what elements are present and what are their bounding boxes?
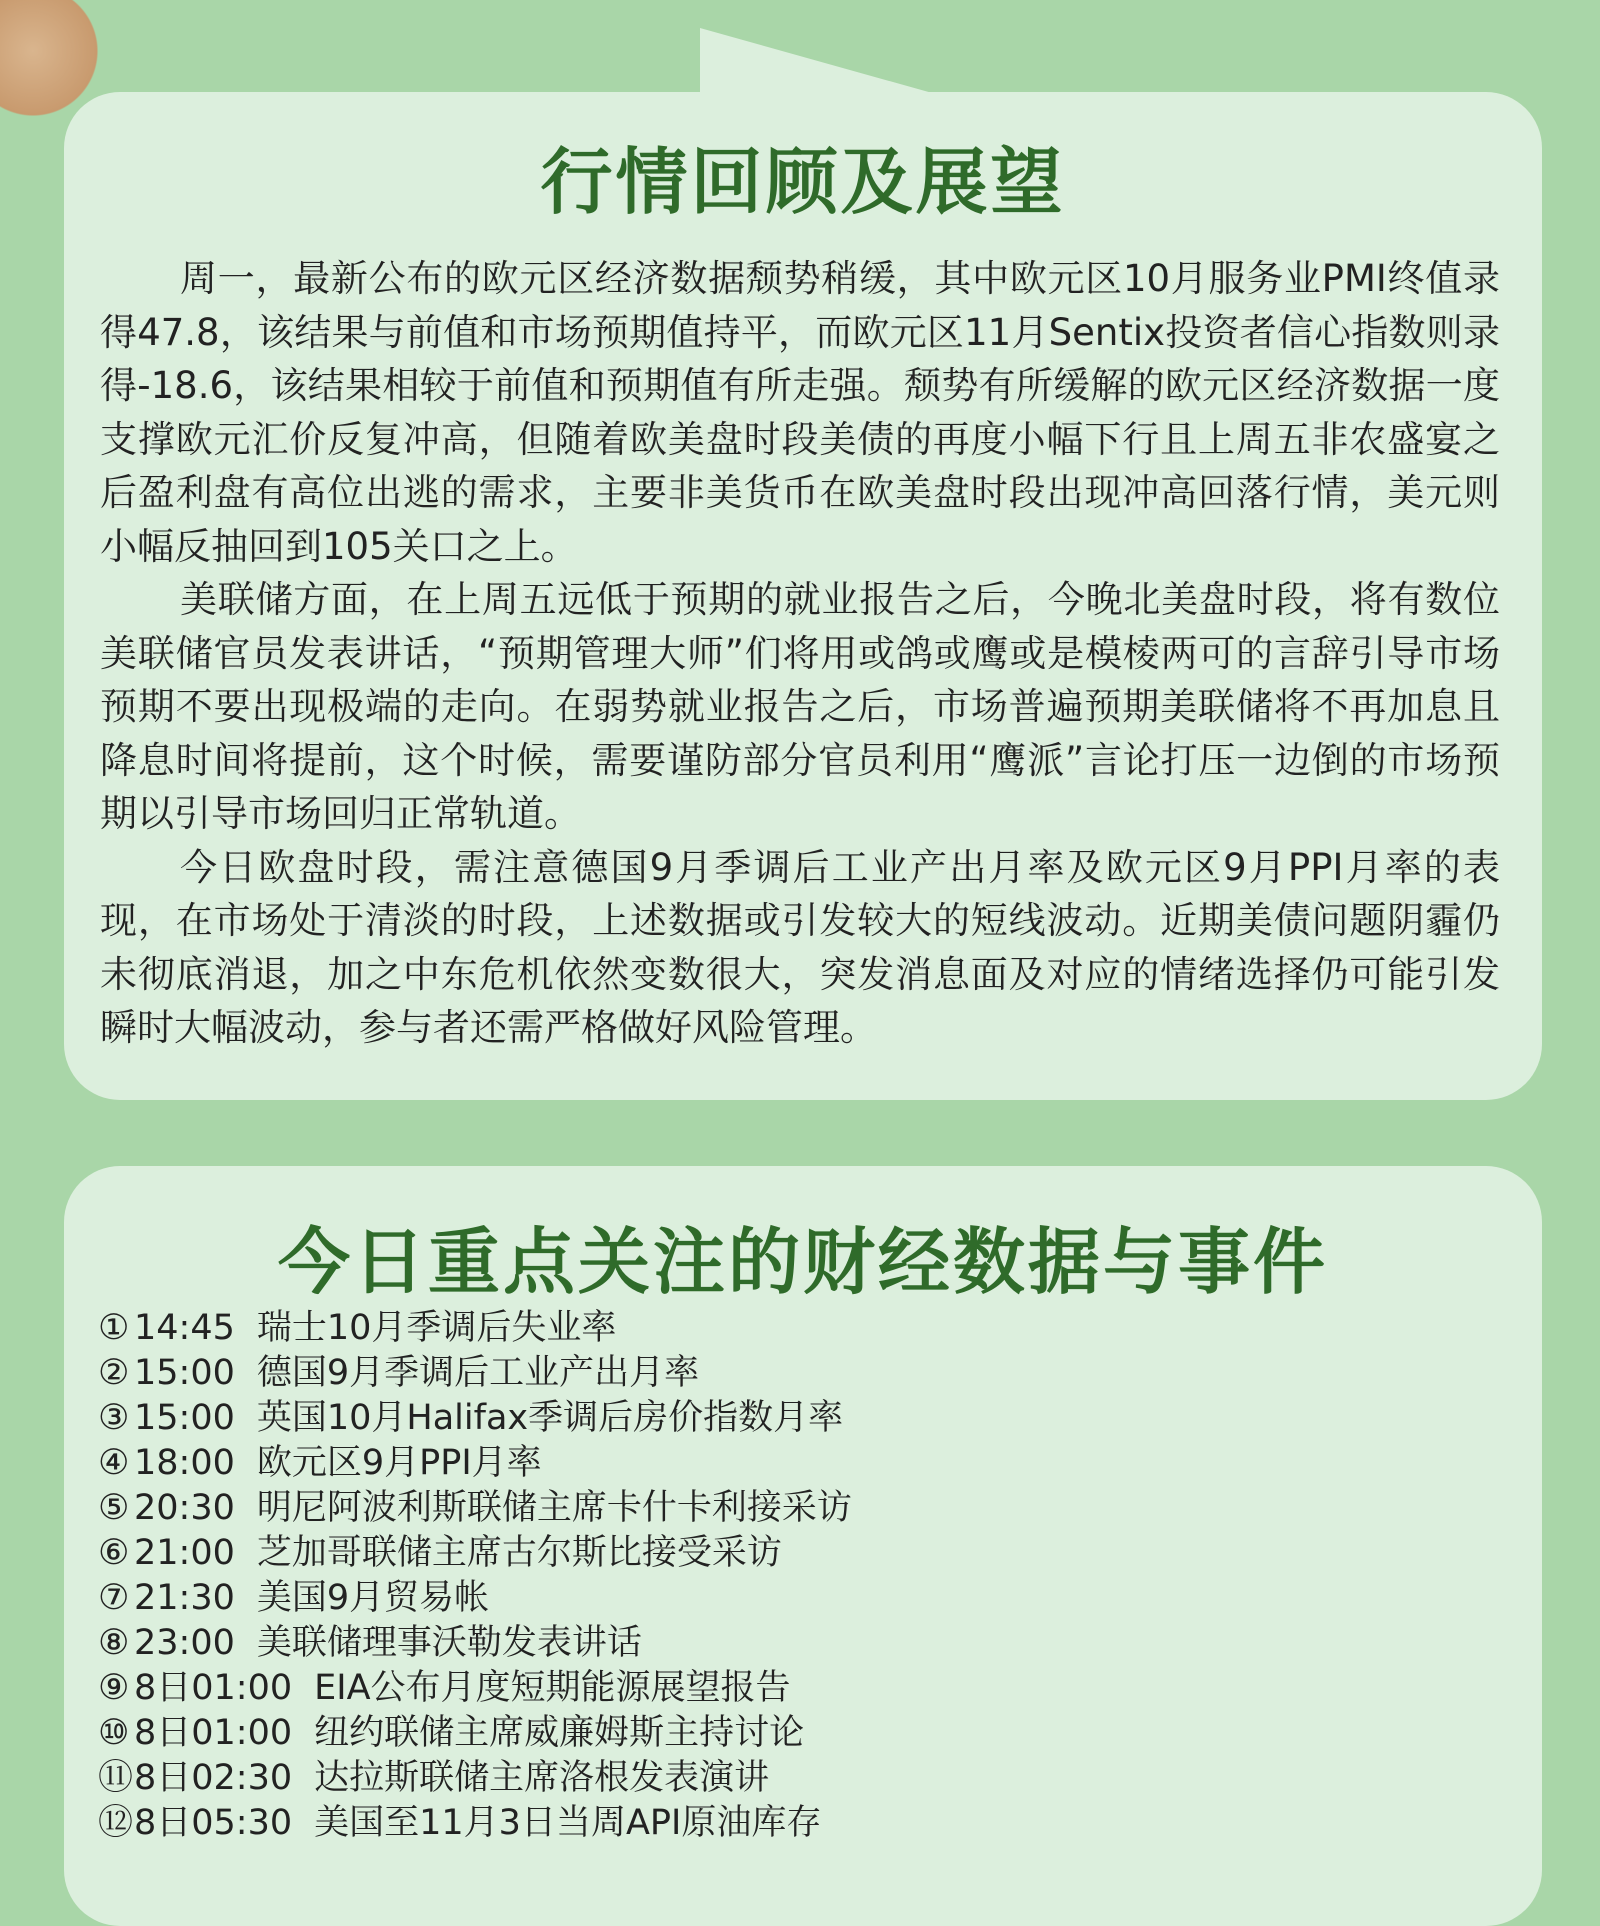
event-time: 18:00 xyxy=(134,1443,235,1483)
event-text: 欧元区9月PPI月率 xyxy=(256,1443,542,1483)
event-time: 8日05:30 xyxy=(134,1803,293,1843)
event-text: 明尼阿波利斯联储主席卡什卡利接采访 xyxy=(256,1488,852,1528)
event-time: 21:00 xyxy=(134,1533,235,1573)
event-number: ⑤ xyxy=(98,1488,130,1528)
event-number: ⑩ xyxy=(98,1713,130,1753)
event-item xyxy=(98,1441,852,1486)
event-number: ② xyxy=(98,1353,130,1393)
review-paragraph: 今日欧盘时段，需注意德国9月季调后工业产出月率及欧元区9月PPI月率的表现，在市场处于清淡的时段，上述数据或引发较大的短线波动。近期美债问题阴霾仍未彻底消退，加之中东危机依然变数很大，突发消息面及对应的情绪选择仍可能引发瞬时大幅波动，参与者还需严格做好风险管理。 xyxy=(100,845,1500,1049)
event-item xyxy=(98,1531,852,1576)
event-item xyxy=(98,1801,852,1846)
event-time: 21:30 xyxy=(134,1578,235,1618)
key-events-card xyxy=(64,1166,1542,1926)
event-number: ⑥ xyxy=(98,1533,130,1573)
event-item xyxy=(98,1621,852,1666)
event-time: 20:30 xyxy=(134,1488,235,1528)
event-time: 23:00 xyxy=(134,1623,235,1663)
event-time: 8日01:00 xyxy=(134,1713,293,1753)
event-number: ⑪ xyxy=(98,1758,134,1798)
event-text: 美国至11月3日当周API原油库存 xyxy=(314,1803,822,1843)
event-time: 8日02:30 xyxy=(134,1758,293,1798)
event-number: ① xyxy=(98,1308,130,1348)
event-number: ⑧ xyxy=(98,1623,130,1663)
event-number: ③ xyxy=(98,1398,130,1438)
event-number: ⑦ xyxy=(98,1578,130,1618)
event-text: 美国9月贸易帐 xyxy=(256,1578,490,1618)
event-text: 纽约联储主席威廉姆斯主持讨论 xyxy=(314,1713,805,1753)
event-number: ⑫ xyxy=(98,1803,134,1843)
event-text: 达拉斯联储主席洛根发表演讲 xyxy=(314,1758,770,1798)
event-text: 芝加哥联储主席古尔斯比接受采访 xyxy=(256,1533,782,1573)
event-item xyxy=(98,1756,852,1801)
event-time: 15:00 xyxy=(134,1353,235,1393)
event-item xyxy=(98,1396,852,1441)
event-list xyxy=(98,1306,852,1846)
event-text: 德国9月季调后工业产出月率 xyxy=(256,1353,700,1393)
event-text: EIA公布月度短期能源展望报告 xyxy=(314,1668,791,1708)
event-item xyxy=(98,1576,852,1621)
event-item xyxy=(98,1711,852,1756)
event-text: 瑞士10月季调后失业率 xyxy=(256,1308,617,1348)
market-review-card xyxy=(64,92,1542,1100)
key-events-title: 今日重点关注的财经数据与事件 xyxy=(277,1220,1328,1304)
event-number: ⑨ xyxy=(98,1668,130,1708)
event-text: 英国10月Halifax季调后房价指数月率 xyxy=(256,1398,844,1438)
review-paragraph: 周一，最新公布的欧元区经济数据颓势稍缓，其中欧元区10月服务业PMI终值录得47.8，该结果与前值和市场预期值持平，而欧元区11月Sentix投资者信心指数则录得-18.6，该结果相较于前值和预期值有所走强。颓势有所缓解的欧元区经济数据一度支撑欧元汇价反复冲高，但随着欧美盘时段美债的再度小幅下行且上周五非农盛宴之后盈利盘有高位出逃的需求，主要非美货币在欧美盘时段出现冲高回落行情，美元则小幅反抽回到105关口之上。 xyxy=(100,257,1500,568)
event-item xyxy=(98,1351,852,1396)
event-item xyxy=(98,1486,852,1531)
event-time: 14:45 xyxy=(134,1308,235,1348)
event-item xyxy=(98,1666,852,1711)
event-time: 15:00 xyxy=(134,1398,235,1438)
market-review-body xyxy=(100,252,1500,1055)
market-review-title: 行情回顾及展望 xyxy=(540,140,1066,224)
event-item xyxy=(98,1306,852,1351)
review-paragraph: 美联储方面，在上周五远低于预期的就业报告之后，今晚北美盘时段，将有数位美联储官员发表讲话，“预期管理大师”们将用或鸽或鹰或是模棱两可的言辞引导市场预期不要出现极端的走向。在弱势就业报告之后，市场普遍预期美联储将不再加息且降息时间将提前，这个时候，需要谨防部分官员利用“鹰派”言论打压一边倒的市场预期以引导市场回归正常轨道。 xyxy=(100,578,1500,835)
event-number: ④ xyxy=(98,1443,130,1483)
speech-bubble-tail xyxy=(700,28,950,98)
event-time: 8日01:00 xyxy=(134,1668,293,1708)
event-text: 美联储理事沃勒发表讲话 xyxy=(256,1623,642,1663)
